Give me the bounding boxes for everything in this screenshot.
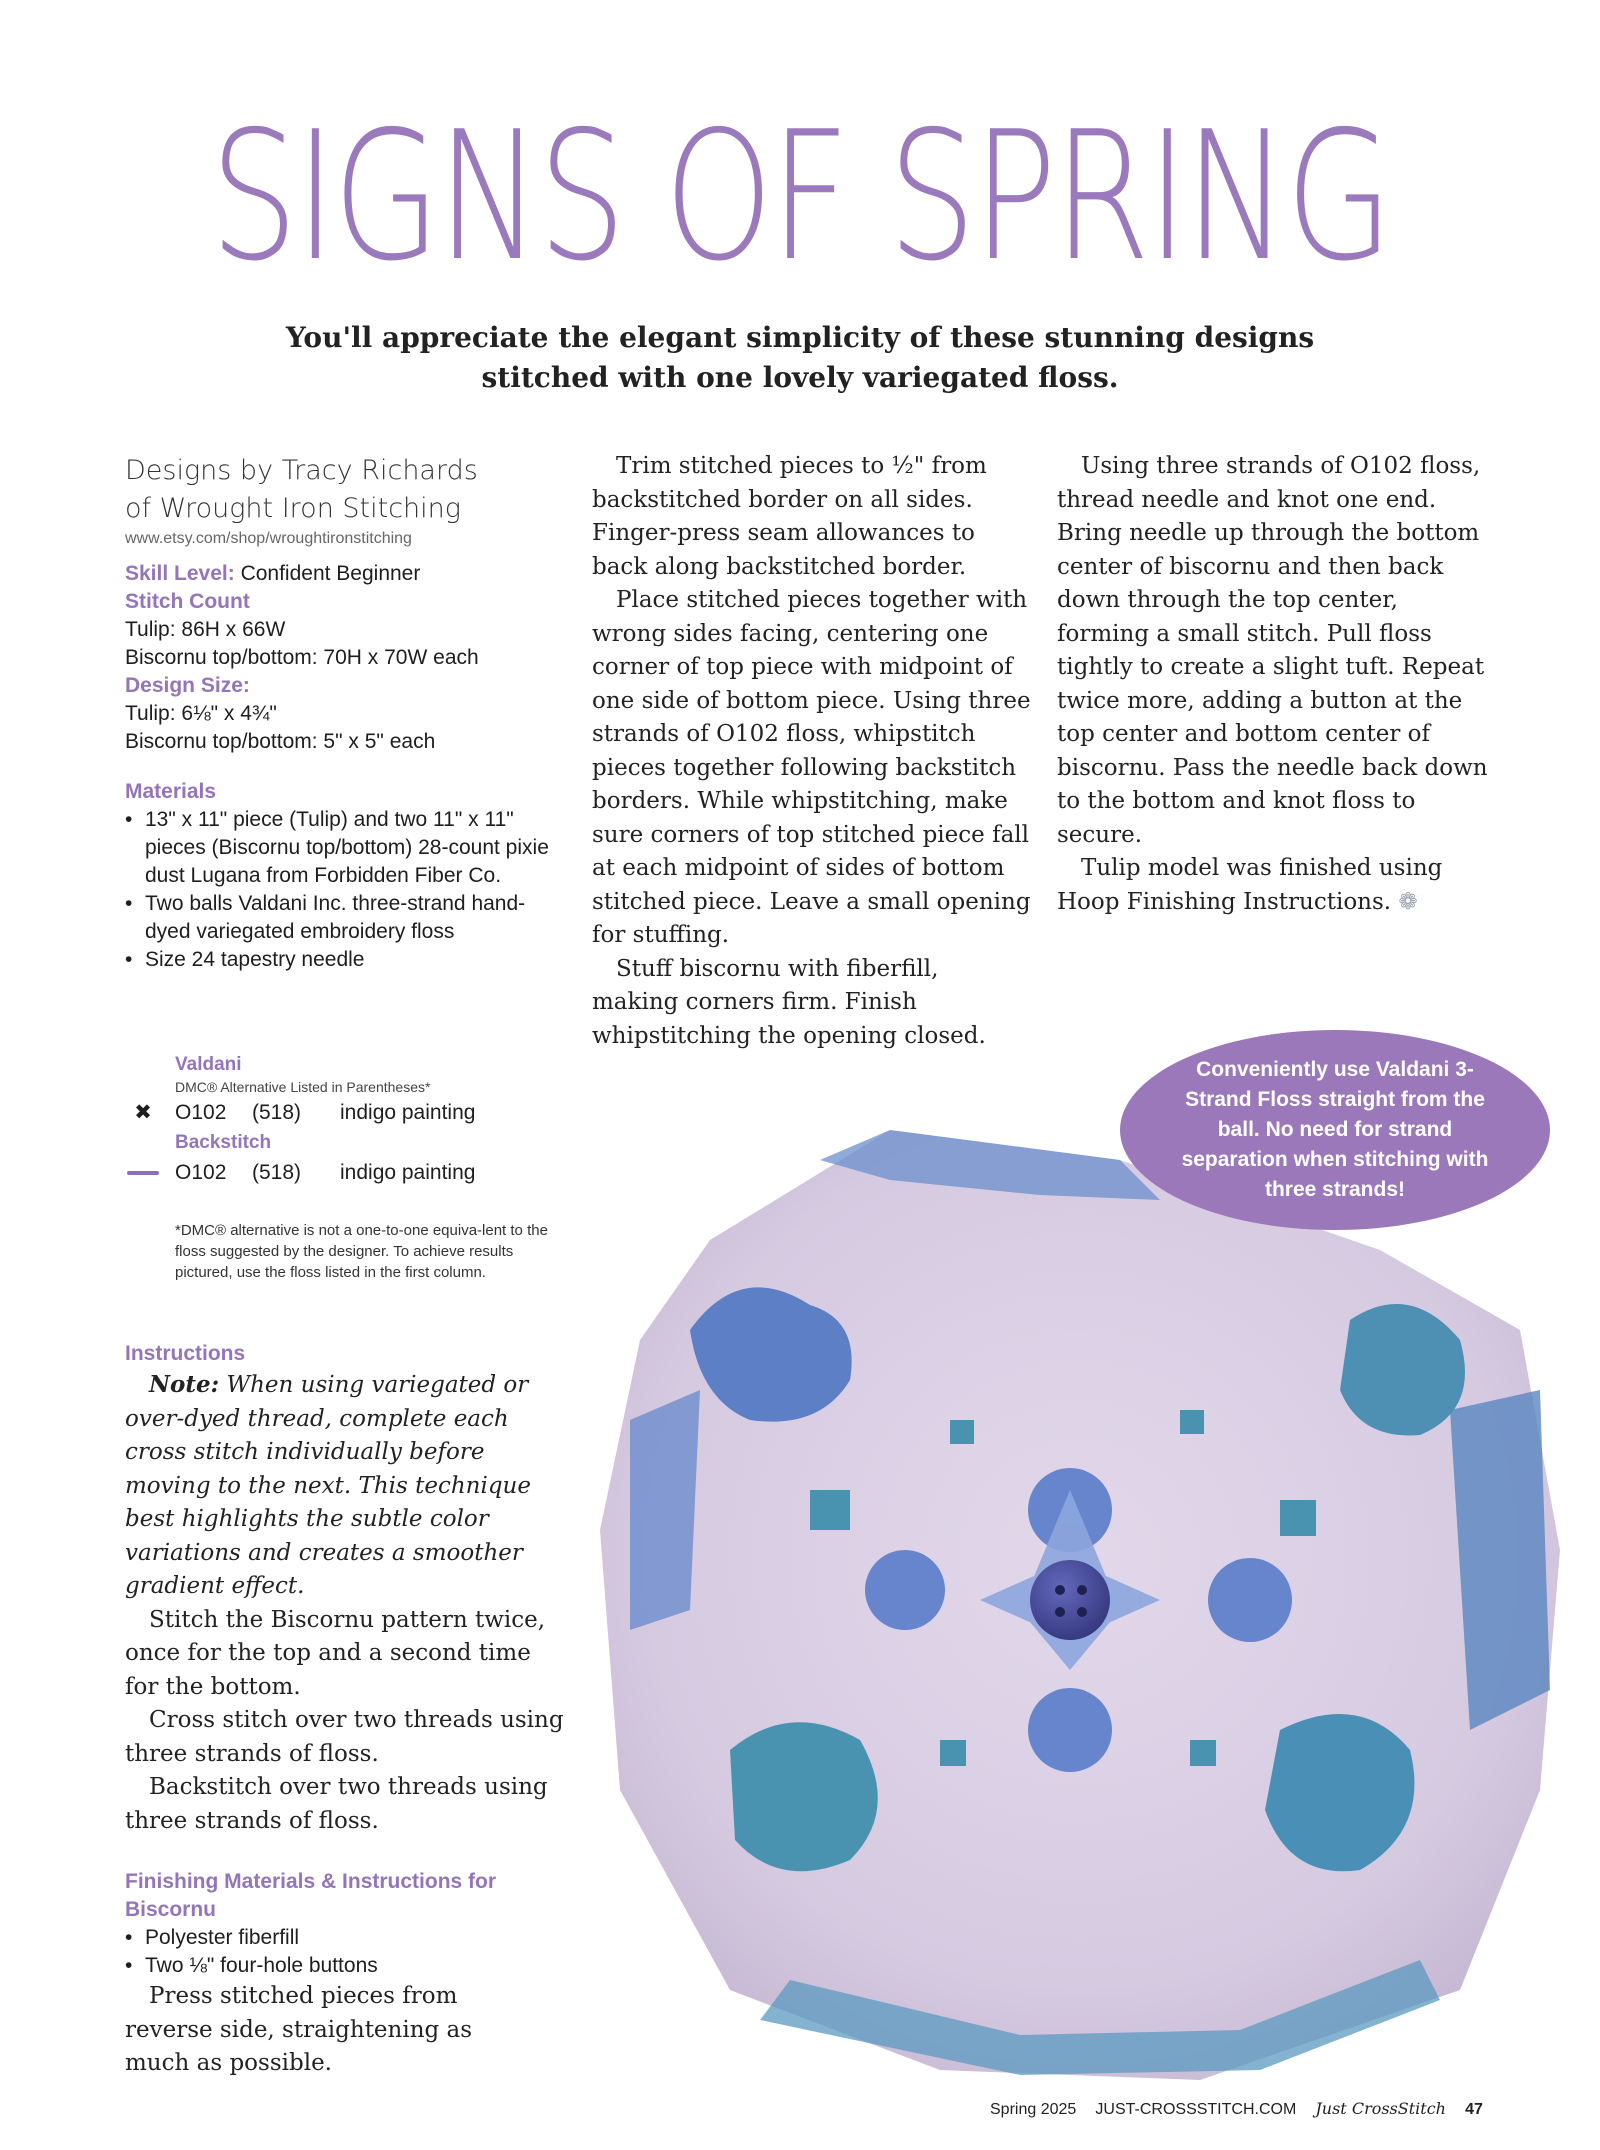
page-number: 47 (1465, 2101, 1483, 2118)
floss-brand: Valdani (175, 1054, 242, 1075)
materials-item: • 13" x 11" piece (Tulip) and two 11" x 11" pieces (Biscornu top/bottom) 28-count pixie dust Lugana from Forbidden Fiber Co. (125, 806, 565, 890)
floss-name: indigo painting (340, 1101, 476, 1124)
footer-issue: Spring 2025 (990, 2101, 1077, 2118)
materials-label: Materials (125, 780, 217, 803)
design-size-tulip: Tulip: 6⅛" x 4¾" (125, 702, 277, 725)
subtitle-line-1: You'll appreciate the elegant simplicity of these stunning designs (285, 321, 1315, 354)
materials-item: • Two balls Valdani Inc. three-strand hand-dyed variegated embroidery floss (125, 890, 565, 946)
instructions-section (125, 1340, 565, 2081)
motif-bottom-left (730, 1722, 878, 1871)
footer-site: JUST-CROSSSTITCH.COM (1095, 2101, 1297, 2118)
page-footer (990, 2097, 1490, 2122)
end-mark-icon: ❁ (1398, 888, 1418, 915)
left-column (125, 452, 565, 974)
body-paragraph: Place stitched pieces together with wrong sides facing, centering one corner of top piece with midpoint of one side of bottom piece. Using three strands of O102 floss, whipstitch pieces together following backstitch borders. While whipstitching, make sure corners of top stitched piece fall at each midpoint of sides of bottom stitched piece. Leave a small opening for stuffing. (592, 587, 1031, 948)
floss-cross-row (125, 1096, 565, 1130)
button (1030, 1560, 1110, 1640)
callout-text: Conveniently use Valdani 3-Strand Floss straight from the ball. No need for strand separation when stitching with three strands! (1181, 1058, 1489, 1201)
floss-backstitch-row (125, 1156, 565, 1190)
callout-bubble (1120, 1030, 1550, 1230)
design-size-label: Design Size: (125, 674, 250, 697)
instruction-paragraph: Backstitch over two threads using three strands of floss. (125, 1774, 548, 1834)
skill-level-value: Confident Beginner (240, 562, 421, 585)
floss-name: indigo painting (340, 1161, 476, 1184)
cross-symbol-icon: ✖ (134, 1101, 152, 1124)
floss-dmc-note: DMC® Alternative Listed in Parentheses* (175, 1079, 431, 1095)
stitch-count-label: Stitch Count (125, 590, 250, 613)
body-paragraph: Using three strands of O102 floss, thread needle and knot one end. Bring needle up through the bottom center of biscornu and then back down through the top center, forming a small stitch. Pull floss tightly to create a slight tuft. Repeat twice more, adding a button at the top center and bottom center of biscornu. Pass the needle back down to the bottom and knot floss to secure. (1057, 453, 1488, 848)
variegated-note (125, 1368, 565, 1604)
body-paragraph: Stuff biscornu with fiberfill, making corners firm. Finish whipstitching the opening closed. (592, 955, 986, 1049)
byline-line-1: Designs by Tracy Richards (125, 455, 478, 486)
floss-key (125, 1052, 565, 1281)
floss-dmc: (518) (252, 1161, 302, 1184)
page-title: SIGNS OF SPRING (210, 93, 1390, 300)
instructions-label: Instructions (125, 1342, 246, 1365)
subtitle-line-2: stitched with one lovely variegated floss. (481, 361, 1119, 394)
dmc-disclaimer: *DMC® alternative is not a one-to-one equiva-lent to the floss suggested by the designer. To achieve results pictured, use the floss listed in the first column. (175, 1222, 548, 1281)
body-paragraph: Trim stitched pieces to ½" from backstitched border on all sides. Finger-press seam allowances to back along backstitched border. (592, 453, 987, 580)
finishing-item: • Polyester fiberfill (125, 1924, 565, 1952)
right-column (1057, 450, 1497, 919)
finishing-item: • Two ⅛" four-hole buttons (125, 1952, 565, 1980)
design-size-biscornu: Biscornu top/bottom: 5" x 5" each (125, 730, 436, 753)
stitch-count-tulip: Tulip: 86H x 66W (125, 618, 286, 641)
stitch-count-biscornu: Biscornu top/bottom: 70H x 70W each (125, 646, 479, 669)
floss-code: O102 (175, 1101, 227, 1124)
body-paragraph: Tulip model was finished using Hoop Finishing Instructions. ❁ (1057, 855, 1443, 915)
materials-item: • Size 24 tapestry needle (125, 946, 565, 974)
byline-line-2: of Wrought Iron Stitching (125, 493, 461, 524)
skill-level (125, 560, 565, 588)
floss-dmc: (518) (252, 1101, 302, 1124)
materials-list (125, 806, 565, 974)
backstitch-label: Backstitch (175, 1132, 272, 1153)
designer-byline (125, 452, 565, 528)
left-side-motif (630, 1390, 700, 1630)
finishing-list (125, 1924, 565, 1980)
instruction-paragraph: Cross stitch over two threads using three strands of floss. (125, 1707, 564, 1767)
skill-level-label: Skill Level: (125, 562, 235, 585)
footer-magazine: Just CrossStitch (1315, 2099, 1446, 2118)
subtitle (250, 318, 1350, 398)
note-text: When using variegated or over-dyed thread, complete each cross stitch individually before moving to the next. This technique best highlights the subtle color variations and creates a smoother gradient effect. (125, 1372, 531, 1599)
biscornu-photo (560, 1090, 1600, 2090)
middle-column (592, 450, 1032, 1053)
instruction-paragraph: Stitch the Biscornu pattern twice, once for the top and a second time for the bottom. (125, 1606, 546, 1700)
floss-code: O102 (175, 1161, 227, 1184)
note-label: Note: (149, 1371, 220, 1398)
backstitch-line-icon (125, 1156, 161, 1190)
designer-url[interactable]: www.etsy.com/shop/wroughtironstitching (125, 530, 412, 547)
finishing-label: Finishing Materials & Instructions for Biscornu (125, 1870, 497, 1921)
finishing-paragraph: Press stitched pieces from reverse side, straightening as much as possible. (125, 1983, 473, 2076)
